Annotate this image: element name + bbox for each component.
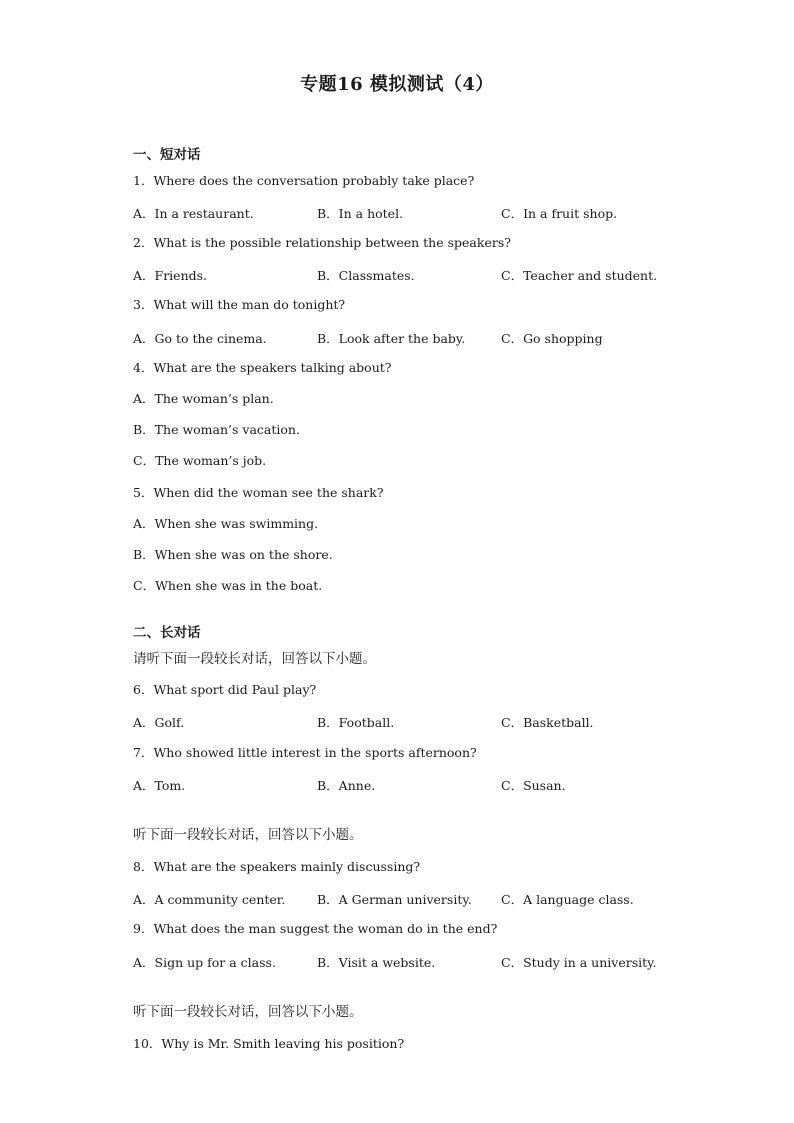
- question-10: 10．Why is Mr. Smith leaving his position?: [133, 1036, 405, 1051]
- question-3: 3．What will the man do tonight?: [133, 297, 346, 312]
- option-1a[interactable]: A．In a restaurant.: [133, 206, 254, 221]
- option-4c[interactable]: C．The woman’s job.: [133, 453, 267, 468]
- option-3c[interactable]: C．Go shopping: [501, 331, 603, 346]
- option-2c[interactable]: C．Teacher and student.: [501, 268, 658, 283]
- option-7b[interactable]: B．Anne.: [317, 778, 376, 793]
- options-row-9: [133, 953, 693, 969]
- option-1b[interactable]: B．In a hotel.: [317, 206, 404, 221]
- options-row-3: [133, 329, 693, 345]
- option-1c[interactable]: C．In a fruit shop.: [501, 206, 618, 221]
- option-7a[interactable]: A．Tom.: [133, 778, 186, 793]
- group-intro-1: 请听下面一段较长对话，回答以下小题。: [133, 651, 376, 667]
- option-8c[interactable]: C．A language class.: [501, 892, 634, 907]
- group-intro-3: 听下面一段较长对话，回答以下小题。: [133, 1004, 363, 1020]
- question-7: 7．Who showed little interest in the sports afternoon?: [133, 745, 477, 760]
- option-5b[interactable]: B．When she was on the shore.: [133, 547, 333, 562]
- option-6b[interactable]: B．Football.: [317, 715, 395, 730]
- option-4a[interactable]: A．The woman’s plan.: [133, 391, 274, 406]
- option-8a[interactable]: A．A community center.: [133, 892, 286, 907]
- option-4b[interactable]: B．The woman’s vacation.: [133, 422, 300, 437]
- option-3b[interactable]: B．Look after the baby.: [317, 331, 466, 346]
- option-8b[interactable]: B．A German university.: [317, 892, 472, 907]
- page-title: 专题16 模拟测试（4）: [300, 74, 494, 95]
- option-9c[interactable]: C．Study in a university.: [501, 955, 657, 970]
- option-9a[interactable]: A．Sign up for a class.: [133, 955, 276, 970]
- question-9: 9．What does the man suggest the woman do in the end?: [133, 921, 498, 936]
- question-5: 5．When did the woman see the shark?: [133, 485, 384, 500]
- section-heading-short-dialogues: 一、短对话: [133, 147, 201, 163]
- group-intro-2: 听下面一段较长对话，回答以下小题。: [133, 827, 363, 843]
- option-2a[interactable]: A．Friends.: [133, 268, 208, 283]
- question-8: 8．What are the speakers mainly discussing?: [133, 859, 421, 874]
- option-9b[interactable]: B．Visit a website.: [317, 955, 436, 970]
- question-2: 2．What is the possible relationship between the speakers?: [133, 235, 511, 250]
- options-row-6: [133, 713, 693, 729]
- option-5c[interactable]: C．When she was in the boat.: [133, 578, 323, 593]
- option-6c[interactable]: C．Basketball.: [501, 715, 594, 730]
- option-2b[interactable]: B．Classmates.: [317, 268, 415, 283]
- section-heading-long-dialogues: 二、长对话: [133, 625, 201, 641]
- option-5a[interactable]: A．When she was swimming.: [133, 516, 319, 531]
- options-row-2: [133, 266, 693, 282]
- question-1: 1．Where does the conversation probably take place?: [133, 173, 475, 188]
- options-row-7: [133, 776, 693, 792]
- options-row-8: [133, 890, 693, 906]
- option-7c[interactable]: C．Susan.: [501, 778, 566, 793]
- question-6: 6．What sport did Paul play?: [133, 682, 317, 697]
- option-6a[interactable]: A．Golf.: [133, 715, 185, 730]
- question-4: 4．What are the speakers talking about?: [133, 360, 392, 375]
- option-3a[interactable]: A．Go to the cinema.: [133, 331, 267, 346]
- options-row-1: [133, 204, 693, 220]
